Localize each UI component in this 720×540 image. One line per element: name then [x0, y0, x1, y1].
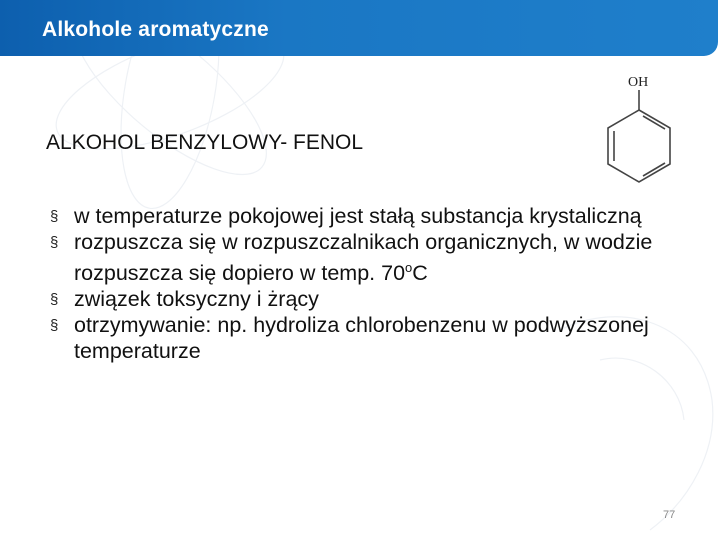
list-item: [50, 312, 690, 364]
bullet-text: związek toksyczny i żrący: [74, 287, 319, 312]
bullet-icon: §: [50, 234, 59, 251]
degree-superscript: o: [405, 260, 413, 275]
bullet-text: w temperaturze pokojowej jest stałą substancja krystaliczną: [74, 204, 642, 228]
bullet-text-tail: C: [412, 261, 428, 286]
page-number: 77: [663, 509, 676, 521]
bullet-text: rozpuszcza się w rozpuszczalnikach organicznych, w wodzie rozpuszcza się dopiero w temp. 70: [74, 230, 653, 286]
slide-title: Alkohole aromatyczne: [42, 18, 269, 41]
phenol-structure-icon: [588, 68, 688, 188]
bullet-icon: §: [50, 291, 59, 309]
list-item: [50, 203, 690, 229]
bullet-icon: §: [50, 208, 59, 225]
bullet-list: [50, 203, 690, 364]
list-item: [50, 286, 690, 312]
list-item: [50, 229, 690, 286]
section-heading: ALKOHOL BENZYLOWY- FENOL: [46, 131, 364, 154]
bullet-text: otrzymywanie: np. hydroliza chlorobenzenu w podwyższonej temperaturze: [74, 313, 649, 364]
hydroxyl-label: OH: [628, 75, 649, 90]
bullet-icon: §: [50, 317, 59, 335]
